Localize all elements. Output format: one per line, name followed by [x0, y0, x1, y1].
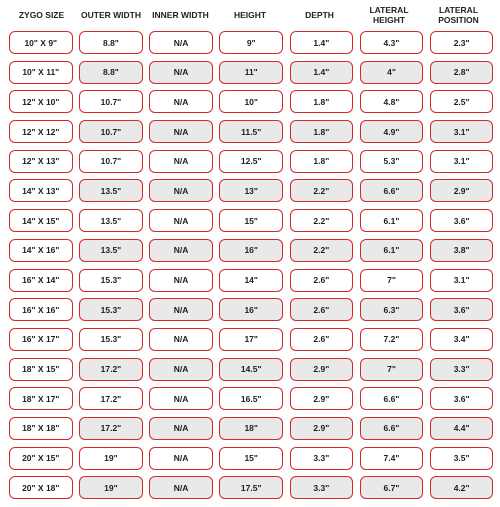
cell-height: 9" — [219, 31, 283, 54]
header-lateral-position: LATERAL POSITION — [438, 4, 479, 25]
header-depth: DEPTH — [305, 9, 334, 20]
cell-lateral-position: 3.1" — [430, 150, 494, 173]
header-lateral-height: LATERAL HEIGHT — [369, 4, 409, 25]
cell-inner-width: N/A — [149, 150, 213, 173]
cell-lateral-height: 6.3" — [360, 298, 424, 321]
cell-outer-width: 17.2" — [79, 387, 143, 410]
cell-inner-width: N/A — [149, 61, 213, 84]
table-row — [9, 209, 500, 233]
cell-height: 15" — [219, 447, 283, 470]
cell-lateral-height: 5.3" — [360, 150, 424, 173]
cell-outer-width: 17.2" — [79, 417, 143, 440]
cell-depth: 2.6" — [290, 269, 354, 292]
cell-zygo-size: 10" X 11" — [9, 61, 73, 84]
cell-outer-width: 15.3" — [79, 298, 143, 321]
cell-zygo-size: 20" X 15" — [9, 447, 73, 470]
cell-zygo-size: 14" X 16" — [9, 239, 73, 262]
cell-inner-width: N/A — [149, 358, 213, 381]
table-row — [9, 150, 500, 174]
table-row — [9, 298, 500, 322]
cell-lateral-height: 7.2" — [360, 328, 424, 351]
cell-zygo-size: 16" X 14" — [9, 269, 73, 292]
cell-depth: 1.4" — [290, 31, 354, 54]
cell-inner-width: N/A — [149, 90, 213, 113]
cell-inner-width: N/A — [149, 209, 213, 232]
cell-lateral-position: 4.2" — [430, 476, 494, 499]
cell-inner-width: N/A — [149, 31, 213, 54]
cell-lateral-height: 6.1" — [360, 239, 424, 262]
cell-lateral-height: 4.8" — [360, 90, 424, 113]
cell-lateral-height: 7" — [360, 358, 424, 381]
cell-lateral-position: 3.5" — [430, 447, 494, 470]
header-zygo-size: ZYGO SIZE — [18, 9, 65, 20]
cell-zygo-size: 12" X 12" — [9, 120, 73, 143]
cell-height: 15" — [219, 209, 283, 232]
cell-height: 16.5" — [219, 387, 283, 410]
cell-outer-width: 19" — [79, 447, 143, 470]
cell-depth: 2.2" — [290, 179, 354, 202]
cell-inner-width: N/A — [149, 447, 213, 470]
cell-depth: 2.2" — [290, 209, 354, 232]
cell-height: 14" — [219, 269, 283, 292]
header-inner-width: INNER WIDTH — [152, 9, 209, 20]
cell-outer-width: 8.8" — [79, 61, 143, 84]
cell-lateral-height: 6.6" — [360, 387, 424, 410]
cell-lateral-position: 3.6" — [430, 298, 494, 321]
cell-depth: 1.8" — [290, 150, 354, 173]
cell-height: 12.5" — [219, 150, 283, 173]
cell-outer-width: 13.5" — [79, 209, 143, 232]
cell-outer-width: 17.2" — [79, 358, 143, 381]
cell-inner-width: N/A — [149, 179, 213, 202]
cell-lateral-position: 3.1" — [430, 269, 494, 292]
cell-lateral-height: 6.6" — [360, 179, 424, 202]
table-body — [0, 31, 500, 500]
table-row — [9, 120, 500, 144]
cell-depth: 1.8" — [290, 90, 354, 113]
cell-lateral-position: 2.9" — [430, 179, 494, 202]
cell-lateral-height: 6.6" — [360, 417, 424, 440]
cell-inner-width: N/A — [149, 476, 213, 499]
table-row — [9, 31, 500, 55]
cell-zygo-size: 16" X 17" — [9, 328, 73, 351]
cell-inner-width: N/A — [149, 387, 213, 410]
table-row — [9, 239, 500, 263]
cell-height: 16" — [219, 298, 283, 321]
cell-inner-width: N/A — [149, 120, 213, 143]
cell-lateral-height: 7.4" — [360, 447, 424, 470]
cell-inner-width: N/A — [149, 269, 213, 292]
cell-lateral-position: 3.3" — [430, 358, 494, 381]
cell-zygo-size: 14" X 13" — [9, 179, 73, 202]
header-outer-width: OUTER WIDTH — [81, 9, 141, 20]
table-row — [9, 269, 500, 293]
table-row — [9, 179, 500, 203]
cell-outer-width: 10.7" — [79, 150, 143, 173]
cell-outer-width: 8.8" — [79, 31, 143, 54]
cell-outer-width: 19" — [79, 476, 143, 499]
cell-zygo-size: 18" X 15" — [9, 358, 73, 381]
cell-lateral-position: 3.6" — [430, 209, 494, 232]
cell-lateral-position: 3.4" — [430, 328, 494, 351]
cell-depth: 1.8" — [290, 120, 354, 143]
cell-inner-width: N/A — [149, 239, 213, 262]
cell-height: 16" — [219, 239, 283, 262]
table-row — [9, 447, 500, 471]
cell-depth: 2.9" — [290, 358, 354, 381]
cell-zygo-size: 12" X 10" — [9, 90, 73, 113]
table-row — [9, 417, 500, 441]
cell-lateral-position: 3.8" — [430, 239, 494, 262]
table-header — [0, 0, 500, 31]
cell-height: 13" — [219, 179, 283, 202]
cell-outer-width: 10.7" — [79, 120, 143, 143]
cell-lateral-height: 4" — [360, 61, 424, 84]
table-row — [9, 61, 500, 85]
cell-lateral-height: 4.9" — [360, 120, 424, 143]
table-row — [9, 476, 500, 500]
cell-depth: 2.9" — [290, 387, 354, 410]
table-row — [9, 90, 500, 114]
cell-lateral-height: 4.3" — [360, 31, 424, 54]
cell-zygo-size: 14" X 15" — [9, 209, 73, 232]
cell-lateral-height: 6.1" — [360, 209, 424, 232]
cell-height: 17" — [219, 328, 283, 351]
cell-outer-width: 10.7" — [79, 90, 143, 113]
cell-zygo-size: 10" X 9" — [9, 31, 73, 54]
cell-inner-width: N/A — [149, 328, 213, 351]
cell-depth: 3.3" — [290, 476, 354, 499]
cell-outer-width: 13.5" — [79, 179, 143, 202]
table-row — [9, 328, 500, 352]
cell-zygo-size: 12" X 13" — [9, 150, 73, 173]
cell-inner-width: N/A — [149, 417, 213, 440]
cell-lateral-position: 2.8" — [430, 61, 494, 84]
cell-lateral-position: 2.3" — [430, 31, 494, 54]
cell-zygo-size: 18" X 17" — [9, 387, 73, 410]
cell-height: 10" — [219, 90, 283, 113]
cell-lateral-height: 6.7" — [360, 476, 424, 499]
cell-height: 11" — [219, 61, 283, 84]
cell-height: 11.5" — [219, 120, 283, 143]
cell-height: 14.5" — [219, 358, 283, 381]
cell-outer-width: 15.3" — [79, 269, 143, 292]
cell-zygo-size: 18" X 18" — [9, 417, 73, 440]
table-row — [9, 358, 500, 382]
cell-inner-width: N/A — [149, 298, 213, 321]
cell-lateral-position: 3.6" — [430, 387, 494, 410]
cell-height: 18" — [219, 417, 283, 440]
header-height: HEIGHT — [233, 9, 267, 20]
cell-depth: 2.6" — [290, 328, 354, 351]
cell-depth: 3.3" — [290, 447, 354, 470]
cell-depth: 1.4" — [290, 61, 354, 84]
cell-lateral-position: 2.5" — [430, 90, 494, 113]
cell-depth: 2.9" — [290, 417, 354, 440]
cell-outer-width: 13.5" — [79, 239, 143, 262]
cell-zygo-size: 20" X 18" — [9, 476, 73, 499]
cell-depth: 2.2" — [290, 239, 354, 262]
cell-outer-width: 15.3" — [79, 328, 143, 351]
cell-height: 17.5" — [219, 476, 283, 499]
table-row — [9, 387, 500, 411]
cell-depth: 2.6" — [290, 298, 354, 321]
cell-zygo-size: 16" X 16" — [9, 298, 73, 321]
cell-lateral-position: 4.4" — [430, 417, 494, 440]
cell-lateral-height: 7" — [360, 269, 424, 292]
cell-lateral-position: 3.1" — [430, 120, 494, 143]
